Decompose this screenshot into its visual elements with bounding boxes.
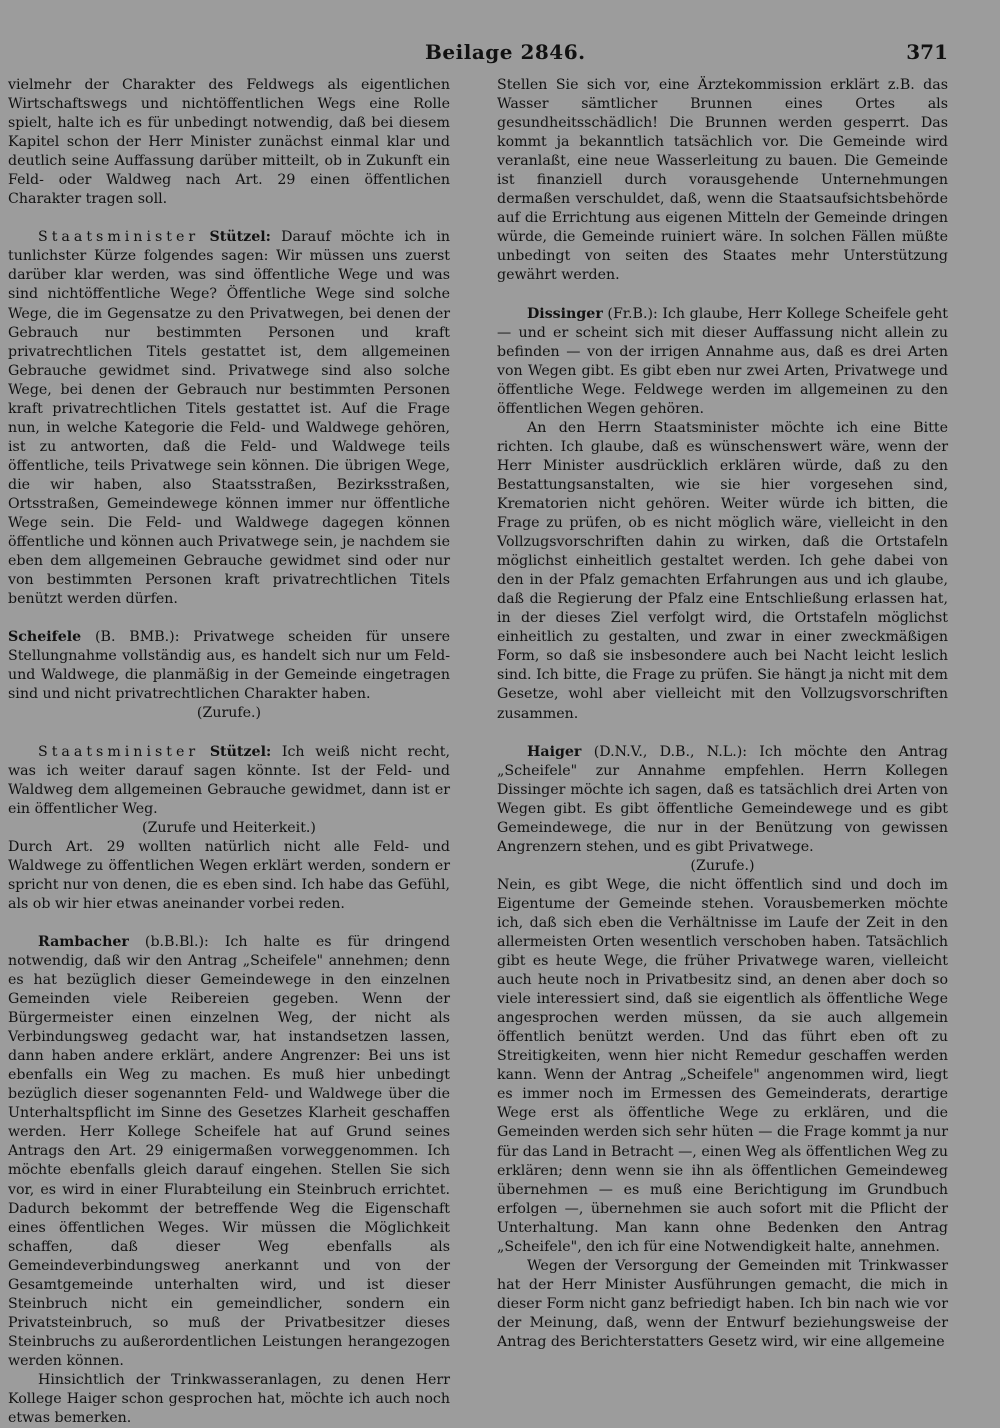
paragraph: vielmehr der Charakter des Feldwegs als eigentlichen Wirtschaftswegs und nichtöffentlichen Wegs eine Rolle spielt, halte ich es für unbedingt notwendig, daß bei diesem Kapitel schon der Herr Minister zunächst einmal klar und deutlich seine Auffassung darüber mitteilt, ob in Zukunft ein Feld- oder Waldweg nach Art. 29 einen öffentlichen Charakter tragen soll.	[8, 77, 450, 208]
speaker-name: Scheifele	[8, 629, 82, 646]
paragraph: Nein, es gibt Wege, die nicht öffentlich sind und doch im Eigentume der Gemeinde stehen. Vorausbemerken möchte ich, daß sich eben die Verhältnisse im Laufe der Zeit in den allermeisten Orten wesentlich verschoben haben. Tatsächlich gibt es heute Wege, die früher Privatwege waren, vielleicht auch heute noch in Privatbesitz sind, an denen aber doch so viele interessiert sind, daß sie eigentlich als öffentliche Wege angesprochen werden müssen, da sie auch allgemein öffentlich benützt werden. Und das führt eben oft zu Streitigkeiten, wenn hier nicht Remedur geschaffen werden kann. Wenn der Antrag „Scheifele" angenommen wird, liegt es immer noch im Ermessen des Gemeinderats, derartige Wege erst als öffentliche Wege zu erklären, und die Gemeinden werden sich sehr hüten — die Frage kommt ja nur für das Land in Betracht —, einen Weg als öffentlichen Weg zu erklären; denn wenn sie ihn als öffentlichen Gemeindeweg übernehmen — es muß eine Berichtigung im Grundbuch erfolgen —, übernehmen sie auch sofort mit die Pflicht der Unterhaltung. Man kann ohne Bedenken den Antrag „Scheifele", den ich für eine Notwendigkeit halte, annehmen.	[497, 876, 948, 1255]
speech-paragraph	[8, 743, 450, 819]
speech-text: Darauf möchte ich in tunlichster Kürze folgendes sagen: Wir müssen uns zuerst darüber klar werden, was sind öffentliche Wege und was sind nichtöffentliche Wege? Öffentliche Wege sind solche Wege, die im Gegensatze zu den Privatwegen, bei denen der Gebrauch nur bestimmten Personen und kraft privatrechtlichen Titels gestattet ist, dem allgemeinen Gebrauche gewidmet sind. Privatwege sind also solche Wege, bei denen der Gebrauch nur bestimmten Personen kraft privatrechtlichen Titels gestattet ist. Auf die Frage nun, in welche Kategorie die Feld- und Waldwege gehören, ist zu antworten, daß die Feld- und Waldwege teils öffentliche, teils Privatwege sein können. Die übrigen Wege, die wir haben, also Staatsstraßen, Bezirksstraßen, Ortsstraßen, Gemeindewege können immer nur öffentliche Wege sein. Die Feld- und Waldwege dagegen können öffentliche und können auch Privatwege sein, je nachdem sie eben dem allgemeinen Gebrauche gewidmet sind oder nur von bestimmten Personen kraft privatrechtlichen Titels benützt werden dürfen.	[8, 229, 450, 608]
left-column	[8, 76, 450, 1428]
speaker-name: Stützel:	[209, 743, 272, 760]
speech-paragraph	[8, 933, 450, 1371]
speech-paragraph	[497, 305, 948, 419]
speaker-role: Staatsminister	[38, 229, 200, 246]
speech-text: Ich weiß nicht recht, was ich weiter darauf sagen könnte. Ist der Feld- und Waldweg dem allgemeinen Gebrauche gewidmet, dann ist er ein öffentlicher Weg.	[8, 743, 450, 817]
speech-text: (Fr.B.): Ich glaube, Herr Kollege Scheifele geht — und er scheint sich mit dieser Auffassung nicht allein zu befinden — von der irrigen Annahme aus, daß es drei Arten von Wegen gibt. Es gibt eben nur zwei Arten, Privatwege und öffentliche Wege. Feldwege werden im allgemeinen zu den öffentlichen Wegen gehören.	[497, 305, 948, 417]
speech-text: (D.N.V., D.B., N.L.): Ich möchte den Antrag „Scheifele" zur Annahme empfehlen. Herrn Kollegen Dissinger möchte ich sagen, daß es tatsächlich drei Arten von Wegen gibt. Es gibt öffentliche Gemeindewege und es gibt Gemeindewege, die nur in der Benützung von gewissen Angrenzern stehen, und es gibt Privatwege.	[497, 743, 948, 855]
speaker-name: Rambacher	[38, 933, 129, 950]
paragraph: An den Herrn Staatsminister möchte ich eine Bitte richten. Ich glaube, daß es wünschenswert wäre, wenn der Herr Minister ausdrücklich erklären würde, daß zu den Bestattungsanstalten, wie sie hier vorgesehen sind, Krematorien nicht gehören. Weiter würde ich bitten, die Frage zu prüfen, ob es nicht möglich wäre, vielleicht in den Vollzugsvorschriften dahin zu wirken, daß die Ortstafeln möglichst einheitlich gestaltet werden. Ich gehe dabei von den in der Pfalz gemachten Erfahrungen aus und ich glaube, daß die Regierung der Pfalz eine Entschließung erlassen hat, in der dieses Ziel verfolgt wird, die Ortstafeln möglichst einheitlich zu gestalten, und zwar in einer zweckmäßigen Form, so daß sie insbesondere auch bei Nacht leicht leslich sind. Ich bitte, die Frage zu prüfen. Sie hängt ja nicht mit dem Gesetze, wohl aber vielleicht mit den Vollzugsvorschriften zusammen.	[497, 419, 948, 722]
speech-paragraph	[497, 743, 948, 857]
paragraph: Stellen Sie sich vor, eine Ärztekommission erklärt z.B. das Wasser sämtlicher Brunnen eines Ortes als gesundheitsschädlich! Die Brunnen werden gesperrt. Das kommt ja bekanntlich tatsächlich vor. Die Gemeinde wird veranlaßt, eine neue Wasserleitung zu bauen. Die Gemeinde ist finanziell durch vorausgehende Unternehmungen dermaßen verschuldet, daß, wenn die Staatsaufsichtsbehörde auf die Errichtung aus eigenen Mitteln der Gemeinde dringen würde, die Gemeinde ruiniert wäre. In solchen Fällen müßte unbedingt von seiten des Staates mehr Unterstützung gewährt werden.	[497, 77, 948, 284]
page-header	[0, 40, 1000, 68]
paragraph: Wegen der Versorgung der Gemeinden mit Trinkwasser hat der Herr Minister Ausführungen gemacht, die mich in dieser Form nicht ganz befriedigt haben. Ich bin nach wie vor der Meinung, daß, wenn der Entwurf beziehungsweise der Antrag des Berichterstatters Gesetz wird, wir eine allgemeine	[497, 1257, 948, 1350]
interjection: (Zurufe.)	[690, 857, 755, 874]
speech-paragraph	[8, 228, 450, 609]
speaker-role: Staatsminister	[38, 743, 200, 760]
interjection: (Zurufe und Heiterkeit.)	[142, 819, 316, 836]
speaker-name: Stützel:	[209, 229, 271, 246]
right-column	[497, 76, 948, 1352]
paragraph: Durch Art. 29 wollten natürlich nicht alle Feld- und Waldwege zu öffentlichen Wegen erklärt werden, sondern er spricht nur von denen, die es eben sind. Ich habe das Gefühl, als ob wir hier etwas aneinander vorbei reden.	[8, 838, 450, 912]
speech-text: (b.B.Bl.): Ich halte es für dringend notwendig, daß wir den Antrag „Scheifele" annehmen; denn es hat bezüglich dieser Gemeindewege in den einzelnen Gemeinden viele Reibereien gegeben. Wenn der Bürgermeister einen einzelnen Weg, der nicht als Verbindungsweg gedacht war, hat instandsetzen lassen, dann haben andere erklärt, andere Angrenzer: Bei uns ist ebenfalls ein Weg zu machen. Es muß hier unbedingt bezüglich dieser sogenannten Feld- und Waldwege über die Unterhaltspflicht im Sinne des Gesetzes Klarheit geschaffen werden. Herr Kollege Scheifele hat auf Grund seines Antrags den Art. 29 einigermaßen vorweggenommen. Ich möchte ebenfalls gleich darauf eingehen. Stellen Sie sich vor, es wird in einer Flurabteilung ein Steinbruch errichtet. Dadurch bekommt der betreffende Weg die Eigenschaft eines öffentlichen Weges. Wir müssen die Möglichkeit schaffen, daß dieser Weg ebenfalls als Gemeindeverbindungsweg anerkannt und von der Gesamtgemeinde unterhalten wird, und ist dieser Steinbruch nicht ein gemeindlicher, sondern ein Privatsteinbruch, so muß der Privatbesitzer dieses Steinbruchs zu außerordentlichen Leistungen herangezogen werden können.	[8, 933, 450, 1369]
page-number: 371	[906, 40, 948, 64]
speech-paragraph	[8, 628, 450, 704]
paragraph: Hinsichtlich der Trinkwasseranlagen, zu denen Herr Kollege Haiger schon gesprochen hat, möchte ich auch noch etwas bemerken.	[8, 1372, 450, 1427]
header-title: Beilage 2846.	[425, 40, 586, 64]
speaker-name: Haiger	[527, 743, 582, 760]
speech-text: (B. BMB.): Privatwege scheiden für unsere Stellungnahme vollständig aus, es handelt sich nur um Feld- und Waldwege, die planmäßig in der Gemeinde eingetragen sind und nicht privatrechtlichen Charakter haben.	[8, 629, 450, 703]
interjection: (Zurufe.)	[196, 705, 262, 722]
speaker-name: Dissinger	[527, 305, 603, 322]
